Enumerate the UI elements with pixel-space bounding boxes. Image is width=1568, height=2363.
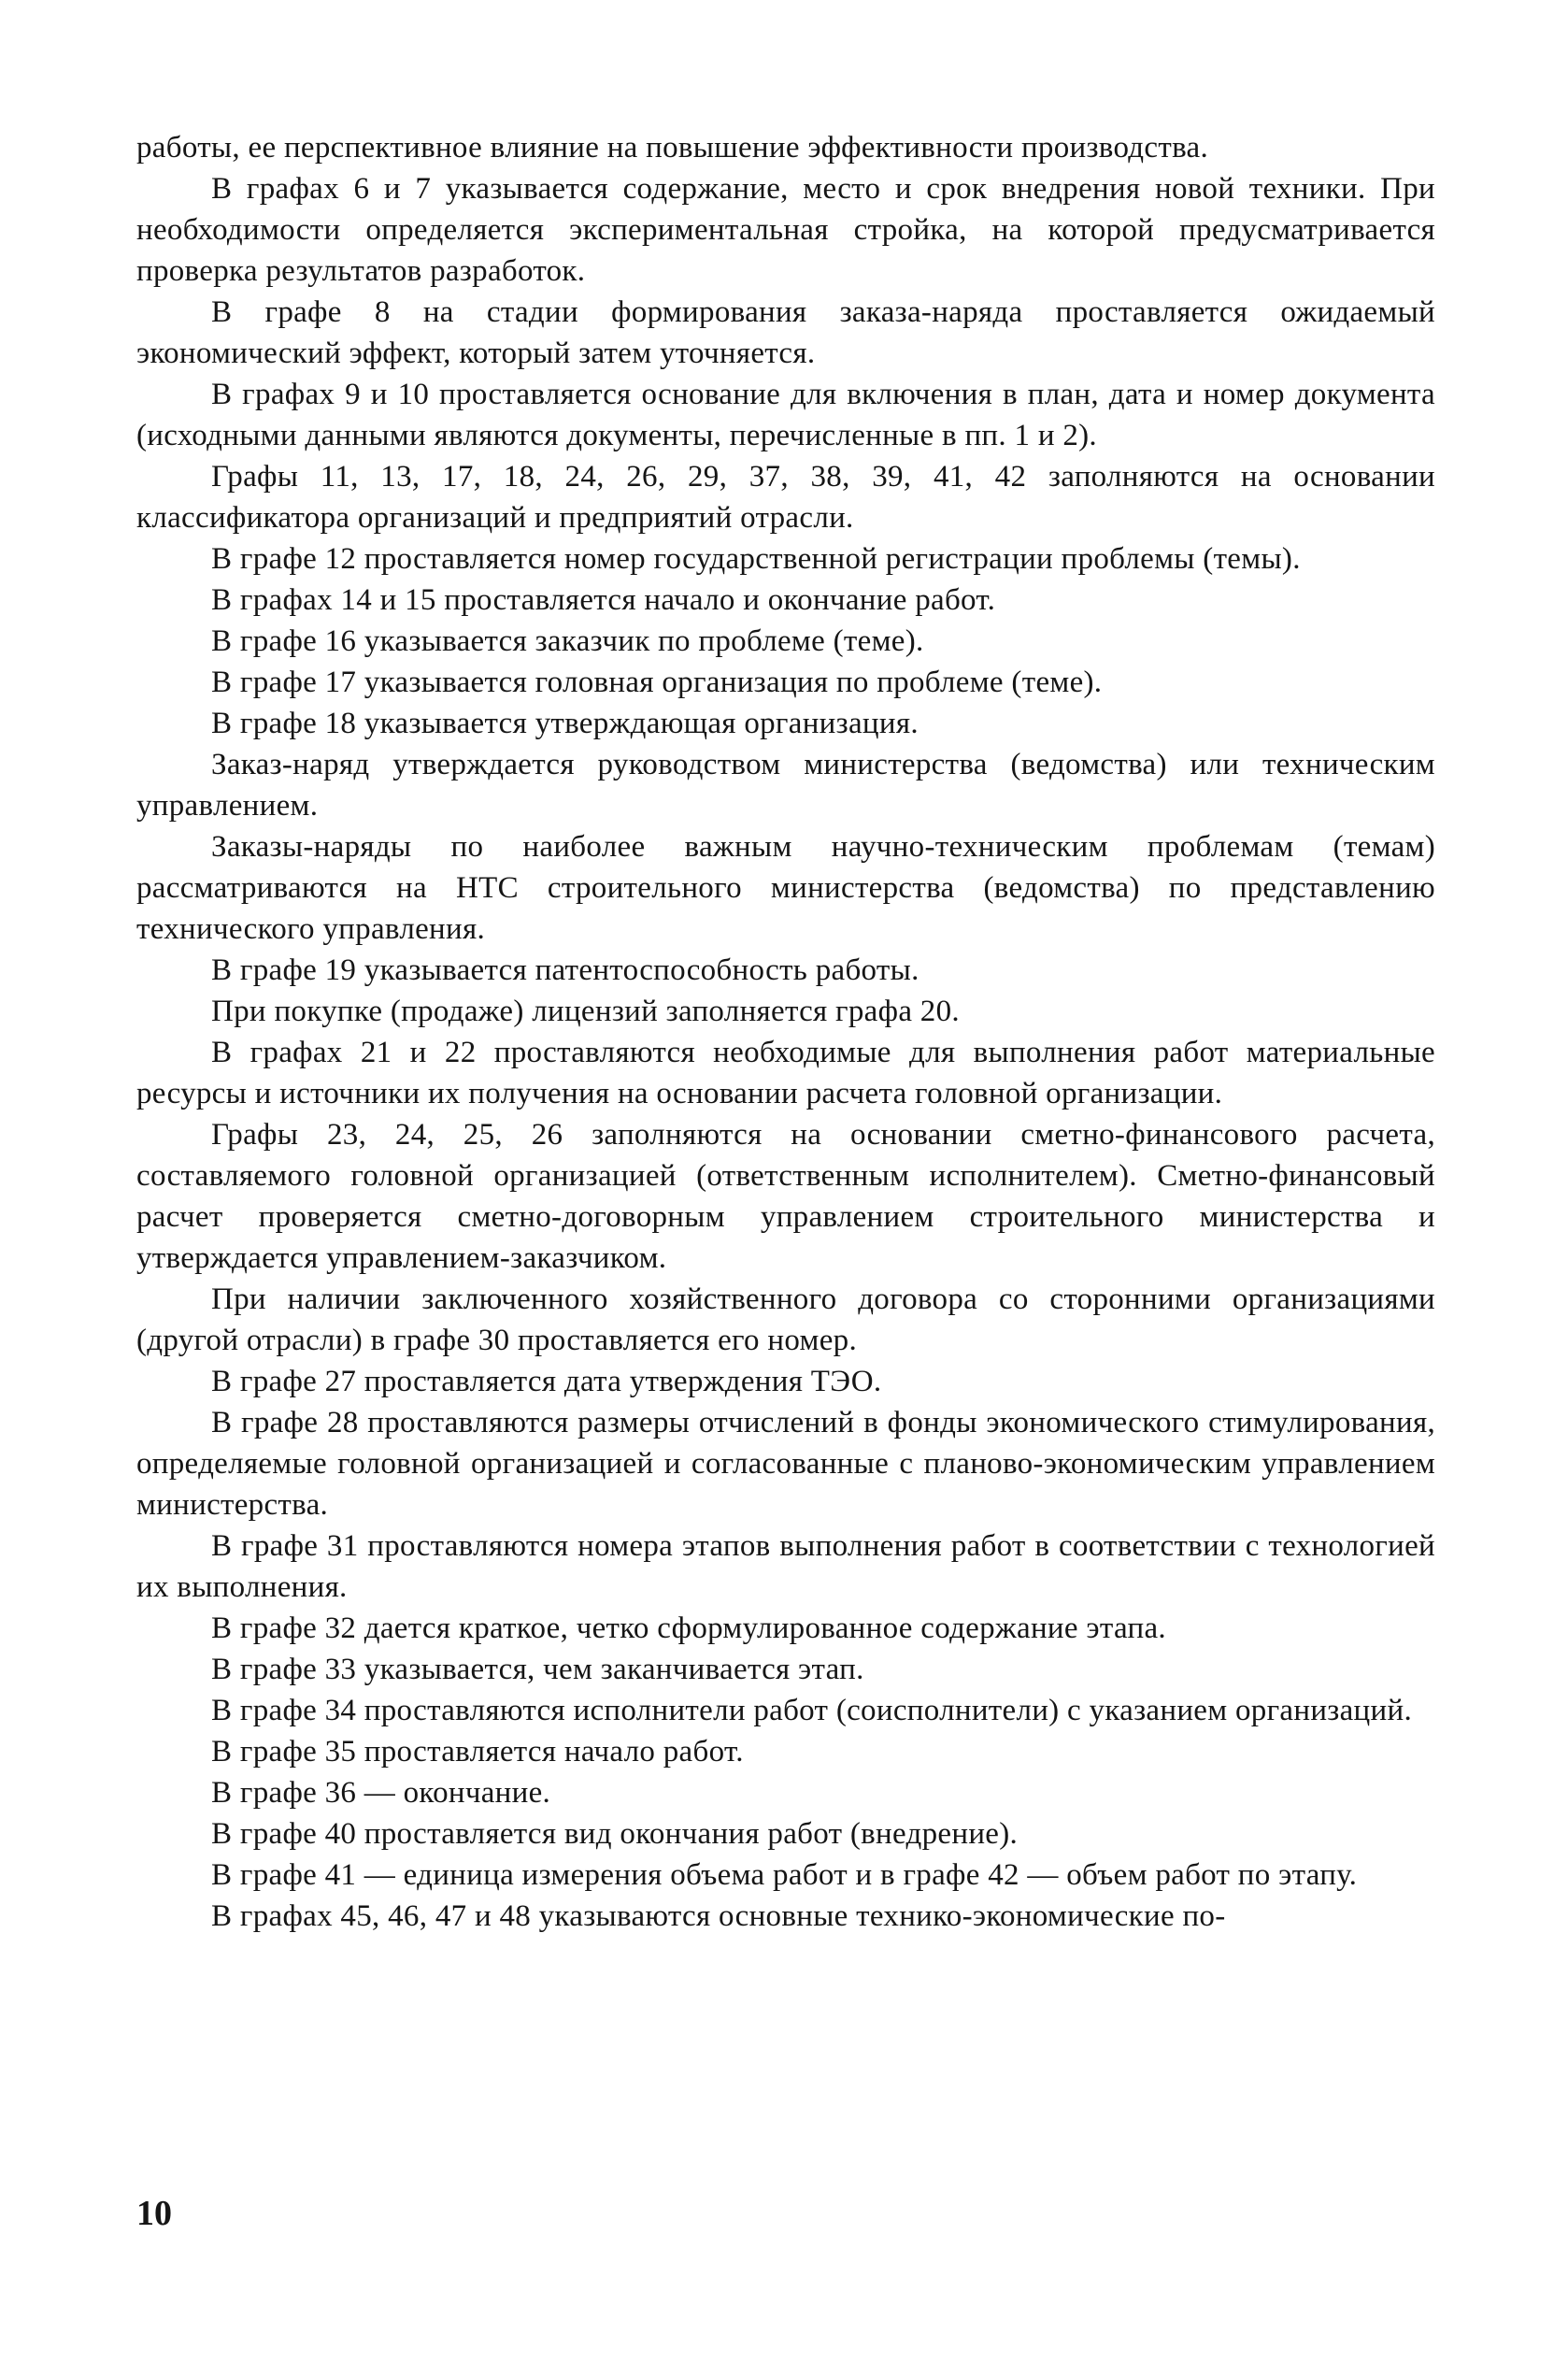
paragraph: В графах 9 и 10 проставляется основание для включения в план, дата и номер документа (исходными данными являются документы, перечисленные в пп. 1 и 2). (136, 378, 1435, 452)
paragraph: В графе 18 указывается утверждающая организация. (211, 707, 919, 740)
paragraph: В графе 31 проставляются номера этапов выполнения работ в соответствии с технологией их выполнения. (136, 1529, 1435, 1604)
paragraph: В графе 32 дается краткое, четко сформулированное содержание этапа. (211, 1611, 1166, 1645)
page-number: 10 (136, 2194, 172, 2233)
paragraph: В графе 12 проставляется номер государственной регистрации проблемы (темы). (211, 542, 1301, 576)
paragraph: В графе 17 указывается головная организация по проблеме (теме). (211, 666, 1103, 699)
paragraph: работы, ее перспективное влияние на повышение эффективности производства. (136, 131, 1209, 165)
paragraph: При наличии заключенного хозяйственного договора со сторонними организациями (другой отрасли) в графе 30 проставляется его номер. (136, 1282, 1435, 1357)
paragraph: В графе 8 на стадии формирования заказа-наряда проставляется ожидаемый экономический эффект, который затем уточняется. (136, 295, 1435, 370)
paragraph: В графах 14 и 15 проставляется начало и окончание работ. (211, 583, 996, 617)
paragraph: В графе 41 — единица измерения объема работ и в графе 42 — объем работ по этапу. (211, 1858, 1358, 1892)
paragraph: В графе 34 проставляются исполнители работ (соисполнители) с указанием организаций. (211, 1694, 1412, 1727)
paragraph: В графе 35 проставляется начало работ. (211, 1735, 744, 1769)
paragraph: Заказ-наряд утверждается руководством министерства (ведомства) или техническим управлением. (136, 748, 1435, 823)
body-text (136, 127, 1435, 1937)
paragraph: При покупке (продаже) лицензий заполняется графа 20. (211, 995, 960, 1028)
paragraph: В графах 21 и 22 проставляются необходимые для выполнения работ материальные ресурсы и источники их получения на основании расчета головной организации. (136, 1036, 1435, 1110)
paragraph: Графы 11, 13, 17, 18, 24, 26, 29, 37, 38, 39, 41, 42 заполняются на основании классификатора организаций и предприятий отрасли. (136, 460, 1435, 535)
paragraph: В графе 19 указывается патентоспособность работы. (211, 953, 919, 987)
paragraph: В графе 36 — окончание. (211, 1776, 551, 1810)
paragraph: Графы 23, 24, 25, 26 заполняются на основании сметно-финансового расчета, составляемого головной организацией (ответственным исполнителем). Сметно-финансовый расчет проверяется сметно-договорным управлением строительного министерства и утверждается управлением-заказчиком. (136, 1118, 1435, 1275)
paragraph: В графах 6 и 7 указывается содержание, место и срок внедрения новой техники. При необходимости определяется экспериментальная стройка, на которой предусматривается проверка результатов разработок. (136, 172, 1435, 288)
paragraph: Заказы-наряды по наиболее важным научно-техническим проблемам (темам) рассматриваются на НТС строительного министерства (ведомства) по представлению технического управления. (136, 830, 1435, 946)
paragraph: В графе 33 указывается, чем заканчивается этап. (211, 1653, 864, 1686)
paragraph: В графе 27 проставляется дата утверждения ТЭО. (211, 1365, 882, 1398)
paragraph: В графе 16 указывается заказчик по проблеме (теме). (211, 624, 924, 658)
paragraph: В графе 28 проставляются размеры отчислений в фонды экономического стимулирования, определяемые головной организацией и согласованные с планово-экономическим управлением министерства. (136, 1406, 1435, 1522)
paragraph: В графе 40 проставляется вид окончания работ (внедрение). (211, 1817, 1019, 1851)
paragraph: В графах 45, 46, 47 и 48 указываются основные технико-экономические по- (211, 1899, 1226, 1933)
